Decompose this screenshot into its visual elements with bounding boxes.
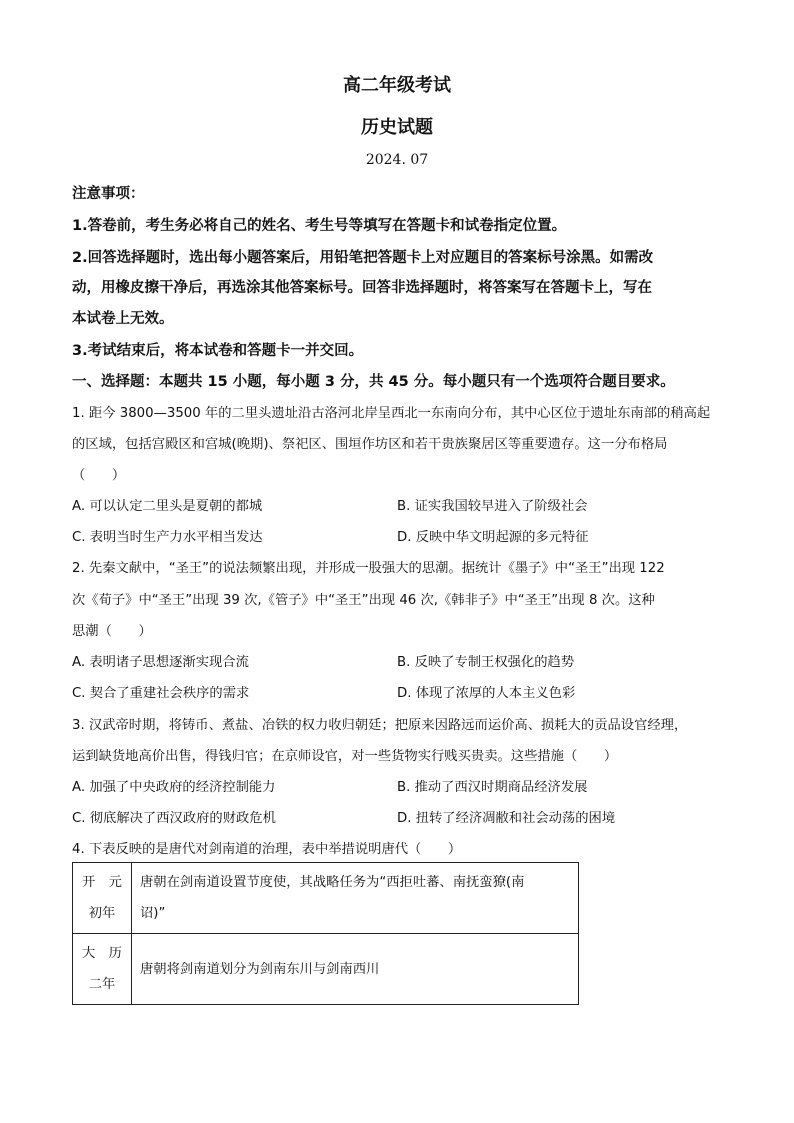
question-2-line-3: 思潮（ ） [72, 624, 152, 639]
notice-item-2-line-3: 本试卷上无效。 [72, 311, 174, 327]
question-1-option-a[interactable]: A. 可以认定二里头是夏朝的都城 [72, 499, 263, 514]
description-line-2: 诏)” [140, 906, 166, 921]
table-row [73, 934, 579, 1005]
description-line-1: 唐朝在剑南道设置节度使，其战略任务为“西拒吐蕃、南抚蛮獠(南 [140, 875, 525, 890]
period-label-line-2: 初年 [88, 906, 116, 921]
notice-item-3: 3.考试结束后，将本试卷和答题卡一并交回。 [72, 343, 364, 359]
question-3-option-c[interactable]: C. 彻底解决了西汉政府的财政危机 [72, 811, 276, 826]
question-2-option-b[interactable]: B. 反映了专制王权强化的趋势 [397, 655, 575, 670]
table-row [73, 863, 579, 934]
question-1-option-d[interactable]: D. 反映中华文明起源的多元特征 [397, 530, 589, 545]
question-2-option-c[interactable]: C. 契合了重建社会秩序的需求 [72, 686, 250, 701]
question-3-line-1: 3. 汉武帝时期，将铸币、煮盐、冶铁的权力收归朝廷；把原来因路远而运价高、损耗大的贡品设官经理， [72, 718, 688, 733]
table-cell-period [73, 934, 132, 1005]
question-4-line-1: 4. 下表反映的是唐代对剑南道的治理，表中举措说明唐代（ ） [72, 842, 462, 857]
question-3-line-2: 运到缺货地高价出售，得钱归官；在京师设官，对一些货物实行贱买贵卖。这些措施（ ） [72, 749, 618, 764]
exam-title: 高二年级考试 [343, 75, 451, 96]
question-2-option-a[interactable]: A. 表明诸子思想逐渐实现合流 [72, 655, 249, 670]
question-1-option-c[interactable]: C. 表明当时生产力水平相当发达 [72, 530, 263, 545]
tang-policy-table [72, 862, 579, 1005]
period-label-line-1: 大 历 [82, 946, 122, 961]
question-1-line-1: 1. 距今 3800—3500 年的二里头遗址沿古洛河北岸呈西北一东南向分布，其中心区位于遗址东南部的稍高起 [72, 406, 711, 421]
question-3-option-a[interactable]: A. 加强了中央政府的经济控制能力 [72, 780, 276, 795]
question-2-line-2: 次《荀子》中“圣王”出现 39 次,《管子》中“圣王”出现 46 次,《韩非子》中“圣王”出现 8 次。这种 [72, 593, 655, 608]
notice-item-2-line-2: 动，用橡皮擦干净后，再选涂其他答案标号。回答非选择题时，将答案写在答题卡上，写在 [72, 280, 652, 296]
question-3-option-b[interactable]: B. 推动了西汉时期商品经济发展 [397, 780, 588, 795]
question-1-line-2: 的区域，包括宫殿区和宫城(晚期)、祭祀区、围垣作坊区和若干贵族聚居区等重要遗存。这一分布格局 [72, 437, 668, 452]
notice-item-1: 1.答卷前，考生务必将自己的姓名、考生号等填写在答题卡和试卷指定位置。 [72, 218, 567, 234]
question-3-option-d[interactable]: D. 扭转了经济凋敝和社会动荡的困境 [397, 811, 616, 826]
period-label-line-2: 二年 [88, 977, 116, 992]
table-cell-description [132, 863, 579, 934]
section-heading: 一、选择题：本题共 15 小题，每小题 3 分，共 45 分。每小题只有一个选项符合题目要求。 [72, 374, 675, 390]
description-line-1: 唐朝将剑南道划分为剑南东川与剑南西川 [140, 961, 380, 977]
notice-heading: 注意事项： [72, 186, 145, 202]
question-1-line-3: （ ） [72, 468, 126, 483]
table-cell-period [73, 863, 132, 934]
question-2-line-1: 2. 先秦文献中，“圣王”的说法频繁出现，并形成一股强大的思潮。据统计《墨子》中“圣王”出现 122 [72, 561, 665, 576]
question-2-option-d[interactable]: D. 体现了浓厚的人本主义色彩 [397, 686, 576, 701]
exam-date: 2024. 07 [365, 152, 429, 168]
question-1-option-b[interactable]: B. 证实我国较早进入了阶级社会 [397, 499, 588, 514]
notice-item-2-line-1: 2.回答选择题时，选出每小题答案后，用铅笔把答题卡上对应题目的答案标号涂黑。如需改 [72, 250, 654, 266]
subject-title: 历史试题 [361, 117, 433, 138]
period-label-line-1: 开 元 [82, 875, 122, 890]
table-cell-description [132, 934, 579, 1005]
